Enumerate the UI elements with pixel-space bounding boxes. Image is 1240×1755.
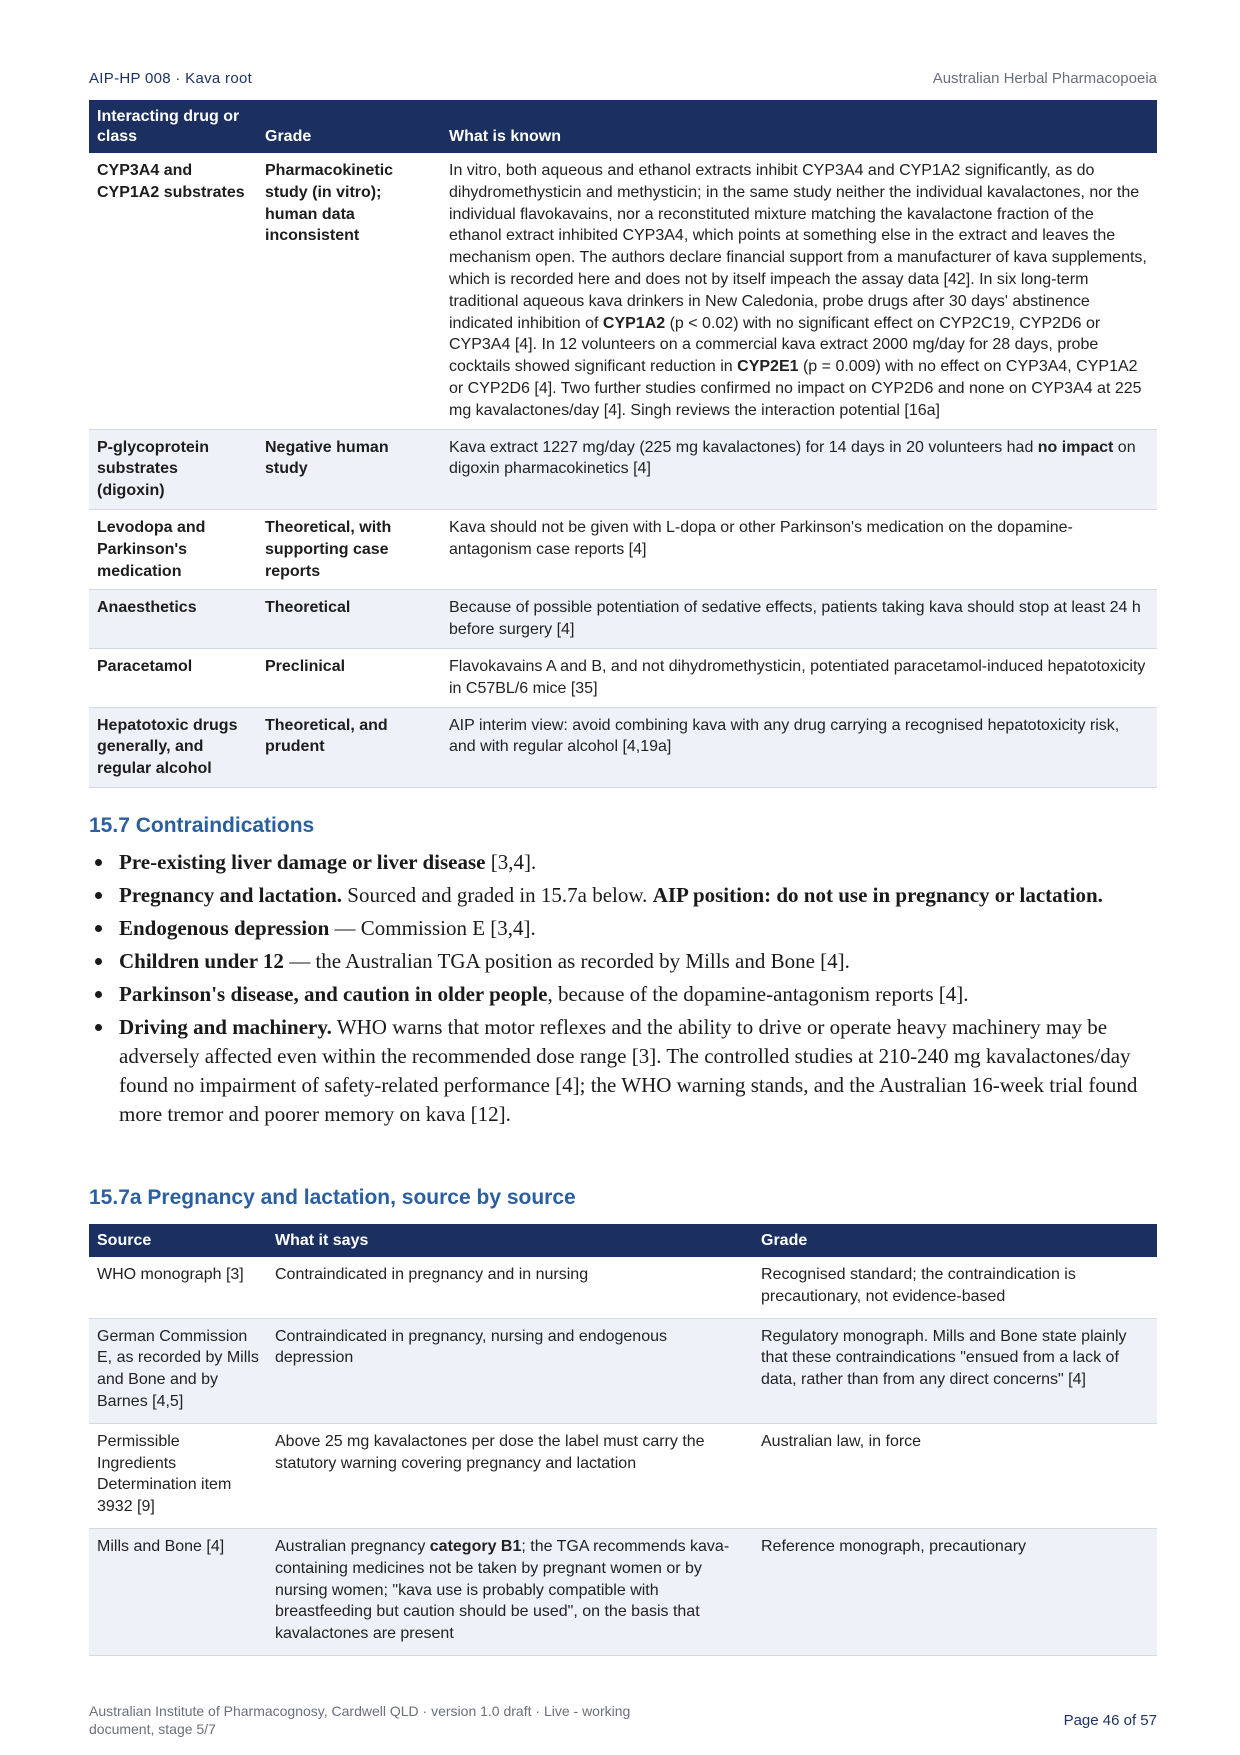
text-run: In vitro, both aqueous and ethanol extracts inhibit CYP3A4 and CYP1A2 significantly, as do dihydromethysticin and methysticin; in the same study neither the individual kavalactones, nor the individual flavokavains, nor a reconstituted mixture matching the kavalactone fraction of the ethanol extract inhibited CYP3A4, which points at something else in the extract and leaves the mechanism open. The authors declare financial support from a manufacturer of kava supplements, which is recorded here and does not by itself impeach the assay data [42]. In six long-term traditional aqueous kava drinkers in New Caledonia, probe drugs after 30 days' abstinence indicated inhibition of [449,162,1147,332]
bold-text-run: Parkinson's disease, and caution in older people [119,982,548,1006]
source-cell: Mills and Bone [4] [89,1528,267,1655]
footer-institution: Australian Institute of Pharmacognosy, Cardwell QLD · version 1.0 draft · Live - working document, stage 5/7 [89,1703,631,1737]
bold-text-run: category B1 [429,1537,522,1555]
running-header [89,70,1157,90]
text-run: Kava should not be given with L-dopa or other Parkinson's medication on the dopamine-antagonism case reports [4] [449,518,1073,558]
source-cell: WHO monograph [3] [89,1257,267,1318]
grade-cell: Regulatory monograph. Mills and Bone state plainly that these contraindications "ensued from a lack of data, rather than from any direct concerns" [4] [753,1318,1157,1423]
col-header-grade: Grade [257,100,441,153]
source-cell: Permissible Ingredients Determination item 3932 [9] [89,1423,267,1528]
header-publication: Australian Herbal Pharmacopoeia [932,70,1157,87]
header-doc-id: AIP-HP 008 · Kava root [89,70,253,87]
table-row [89,648,1157,707]
bold-text-run: AIP position: do not use in pregnancy or lactation. [652,883,1103,907]
grade-cell: Recognised standard; the contraindication is precautionary, not evidence-based [753,1257,1157,1318]
grade-cell: Theoretical [257,590,441,649]
grade-cell: Theoretical, with supporting case reports [257,509,441,589]
table-row [89,1257,1157,1318]
text-run: (p < 0.02) with no significant effect on CYP2C19, CYP2D6 or CYP3A4 [4]. In 12 volunteers on a commercial kava extract 2000 mg/day for 28 days, probe cocktails showed significant reduction in [449,314,1101,376]
bold-text-run: Children under 12 [119,949,284,973]
interacting-drug-cell: CYP3A4 and CYP1A2 substrates [89,153,257,429]
interactions-table [89,100,1157,788]
text-run: — Commission E [3,4]. [329,916,536,940]
pregnancy-table [89,1224,1157,1656]
what-is-known-cell [441,429,1157,509]
col-header-says: What it says [267,1224,753,1257]
list-item [89,980,1157,1009]
table-row [89,1528,1157,1655]
interacting-drug-cell: P-glycoprotein substrates (digoxin) [89,429,257,509]
text-run: Kava extract 1227 mg/day (225 mg kavalactones) for 14 days in 20 volunteers had [449,438,1038,456]
what-it-says-cell [267,1257,753,1318]
table-row [89,153,1157,429]
what-it-says-cell [267,1318,753,1423]
source-cell: German Commission E, as recorded by Mills and Bone and by Barnes [4,5] [89,1318,267,1423]
text-run: WHO warns that motor reflexes and the ability to drive or operate heavy machinery may be adversely affected even within the recommended dose range [3]. The controlled studies at 210-240 mg kavalactones/day found no impairment of safety-related performance [4]; the WHO warning stands, and the Australian 16-week trial found more tremor and poorer memory on kava [12]. [119,1015,1138,1126]
list-item [89,1013,1157,1129]
text-run: Contraindicated in pregnancy, nursing and endogenous depression [275,1327,667,1367]
interacting-drug-cell: Levodopa and Parkinson's medication [89,509,257,589]
what-is-known-cell [441,590,1157,649]
what-is-known-cell [441,707,1157,787]
text-run: Flavokavains A and B, and not dihydromethysticin, potentiated paracetamol-induced hepatotoxicity in C57BL/6 mice [35] [449,657,1146,697]
col-header-known: What is known [441,100,1157,153]
interactions-header-row [89,100,1157,153]
text-run: Above 25 mg kavalactones per dose the label must carry the statutory warning covering pregnancy and lactation [275,1432,705,1472]
bold-text-run: no impact [1037,438,1114,456]
col-header-drug: Interacting drug or class [89,100,257,153]
text-run: AIP interim view: avoid combining kava with any drug carrying a recognised hepatotoxicity risk, and with regular alcohol [4,19a] [449,716,1120,756]
interacting-drug-cell: Paracetamol [89,648,257,707]
table-row [89,707,1157,787]
list-item [89,881,1157,910]
text-run: [3,4]. [485,850,537,874]
grade-cell: Reference monograph, precautionary [753,1528,1157,1655]
text-run: Because of possible potentiation of sedative effects, patients taking kava should stop at least 24 h before surgery [4] [449,599,1141,639]
list-item [89,947,1157,976]
text-run: Contraindicated in pregnancy and in nursing [275,1266,589,1283]
bold-text-run: CYP2E1 [737,358,799,376]
page-number: Page 46 of 57 [1063,1712,1157,1729]
bold-text-run: CYP1A2 [602,314,666,332]
text-run: on digoxin pharmacokinetics [4] [449,438,1136,478]
bold-text-run: Endogenous depression [119,916,330,940]
what-is-known-cell [441,509,1157,589]
text-run: , because of the dopamine-antagonism reports [4]. [547,982,969,1006]
what-is-known-cell [441,648,1157,707]
grade-cell: Pharmacokinetic study (in vitro); human data inconsistent [257,153,441,429]
section-heading-contraindications: 15.7 Contraindications [89,814,315,837]
bold-text-run: Driving and machinery. [119,1015,332,1039]
interacting-drug-cell: Hepatotoxic drugs generally, and regular alcohol [89,707,257,787]
table-row [89,429,1157,509]
page-footer [89,1702,1157,1742]
text-run: — the Australian TGA position as recorded by Mills and Bone [4]. [283,949,850,973]
section-heading-pregnancy: 15.7a Pregnancy and lactation, source by source [89,1186,576,1209]
what-it-says-cell [267,1528,753,1655]
grade-cell: Negative human study [257,429,441,509]
interacting-drug-cell: Anaesthetics [89,590,257,649]
list-item [89,914,1157,943]
grade-cell: Theoretical, and prudent [257,707,441,787]
text-run: ; the TGA recommends kava-containing medicines not be taken by pregnant women or by nursing women; "kava use is probably compatible with breastfeeding but caution should be used", on the basis that kavalactones are present [275,1537,730,1643]
text-run: Australian pregnancy [275,1537,430,1555]
table-row [89,590,1157,649]
what-it-says-cell [267,1423,753,1528]
contraindications-list [89,848,1157,1133]
bold-text-run: Pregnancy and lactation. [119,883,343,907]
bold-text-run: Pre-existing liver damage or liver disease [119,850,486,874]
what-is-known-cell [441,153,1157,429]
text-run: (p = 0.009) with no effect on CYP3A4, CYP1A2 or CYP2D6 [4]. Two further studies confirmed no impact on CYP2D6 and none on CYP3A4 at 225 mg kavalactones/day [4]. Singh reviews the interaction potential [16a] [449,358,1142,419]
list-item [89,848,1157,877]
col-header-source: Source [89,1224,267,1257]
table-row [89,1423,1157,1528]
grade-cell: Australian law, in force [753,1423,1157,1528]
col-header-grade: Grade [753,1224,1157,1257]
table-row [89,509,1157,589]
table-row [89,1318,1157,1423]
grade-cell: Preclinical [257,648,441,707]
pregnancy-header-row [89,1224,1157,1257]
text-run: Sourced and graded in 15.7a below. [342,883,653,907]
